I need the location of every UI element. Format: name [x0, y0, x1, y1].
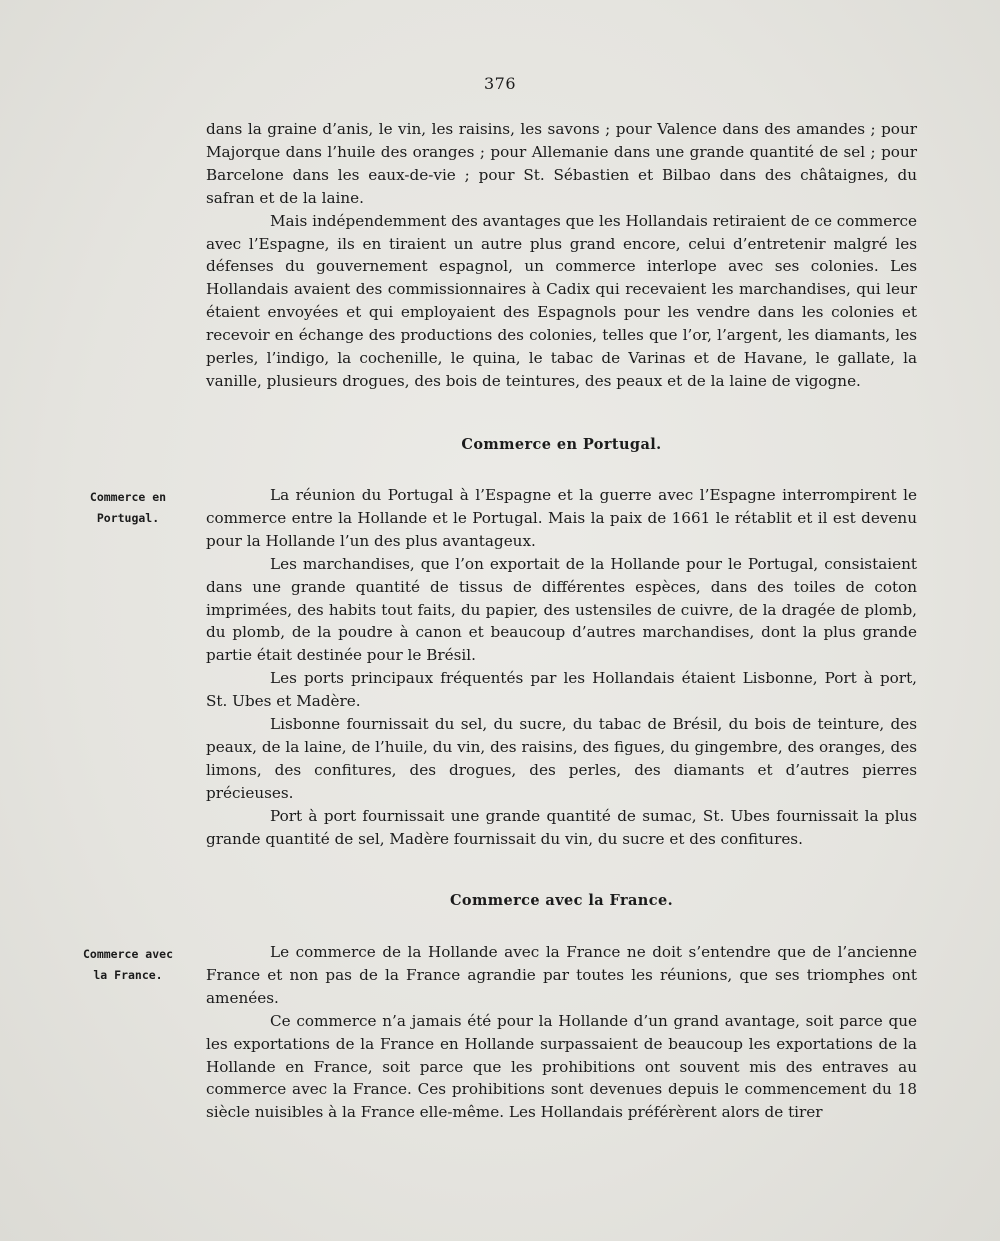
margin-note-line: la France.	[93, 968, 163, 982]
paragraph: dans la graine d’anis, le vin, les raisins, les savons ; pour Valence dans des amandes ; pour Majorque dans l’huile des oranges ; pour Allemanie dans une grande quantité de sel ; pour Barcelone dans les eaux-de-vie ; pour St. Sébastien et Bilbao dans des châtaignes, du safran et de la laine.	[206, 120, 917, 207]
paragraph: Port à port fournissait une grande quantité de sumac, St. Ubes fournissait la plus grande quantité de sel, Madère fournissait du vin, du sucre et des confitures.	[206, 806, 917, 848]
paragraph: Les marchandises, que l’on exportait de la Hollande pour le Portugal, consistaient dans une grande quantité de tissus de différentes espèces, dans des toiles de coton imprimées, des habits tout faits, du papier, des ustensiles de cuivre, de la dragée de plomb, du plomb, de la poudre à canon et beaucoup d’autres marchandises, dont la plus grande partie était destinée pour le Brésil.	[206, 554, 917, 665]
paragraph: Lisbonne fournissait du sel, du sucre, du tabac de Brésil, du bois de teinture, des peaux, de la laine, de l’huile, du vin, des raisins, des figues, du gingembre, des oranges, des limons, des confitures, des drogues, des perles, des diamants et d’autres pierres précieuses.	[206, 715, 917, 802]
page-number: 376	[483, 74, 517, 93]
paragraph: Les ports principaux fréquentés par les Hollandais étaient Lisbonne, Port à port, St. Ubes et Madère.	[206, 669, 917, 711]
margin-note-line: Commerce avec	[82, 947, 173, 961]
margin-note-france	[58, 944, 198, 986]
text-block-france	[206, 941, 917, 1124]
paragraph: La réunion du Portugal à l’Espagne et la guerre avec l’Espagne interrompirent le commerce entre la Hollande et le Portugal. Mais la paix de 1661 le rétablit et il est devenu pour la Hollande l’un des plus avantageux.	[206, 486, 917, 550]
text-block-portugal	[206, 484, 917, 851]
margin-note-line: Commerce en	[89, 490, 167, 504]
paragraph: Mais indépendemment des avantages que les Hollandais retiraient de ce commerce avec l’Espagne, ils en tiraient un autre plus grand encore, celui d’entretenir malgré les défenses du gouvernement espagnol, un commerce interlope avec ses colonies. Les Hollandais avaient des commissionnaires à Cadix qui recevaient les marchandises, qui leur étaient envoyées et qui employaient des Espagnols pour les vendre dans les colonies et recevoir en échange des productions des colonies, telles que l’or, l’argent, les diamants, les perles, l’indigo, la cochenille, le quina, le tabac de Varinas et de Havane, le gallate, la vanille, plusieurs drogues, des bois de teintures, des peaux et de la laine de vigogne.	[206, 211, 917, 390]
text-block-spain	[206, 118, 917, 393]
paragraph: Le commerce de la Hollande avec la France ne doit s’entendre que de l’ancienne France et non pas de la France agrandie par toutes les réunions, que ses triomphes ont amenées.	[206, 943, 917, 1007]
paragraph: Ce commerce n’a jamais été pour la Hollande d’un grand avantage, soit parce que les exportations de la France en Hollande surpassaient de beaucoup les exportations de la Hollande en France, soit parce que les prohibitions ont souvent mis des entraves au commerce avec la France. Ces prohibitions sont devenues depuis le commencement du 18 siècle nuisibles à la France elle-même. Les Hollandais préférèrent alors de tirer	[206, 1011, 917, 1122]
margin-note-portugal	[58, 487, 198, 529]
section-heading-france: Commerce avec la France.	[449, 892, 674, 909]
section-heading-portugal: Commerce en Portugal.	[461, 436, 662, 453]
margin-note-line: Portugal.	[96, 511, 160, 525]
